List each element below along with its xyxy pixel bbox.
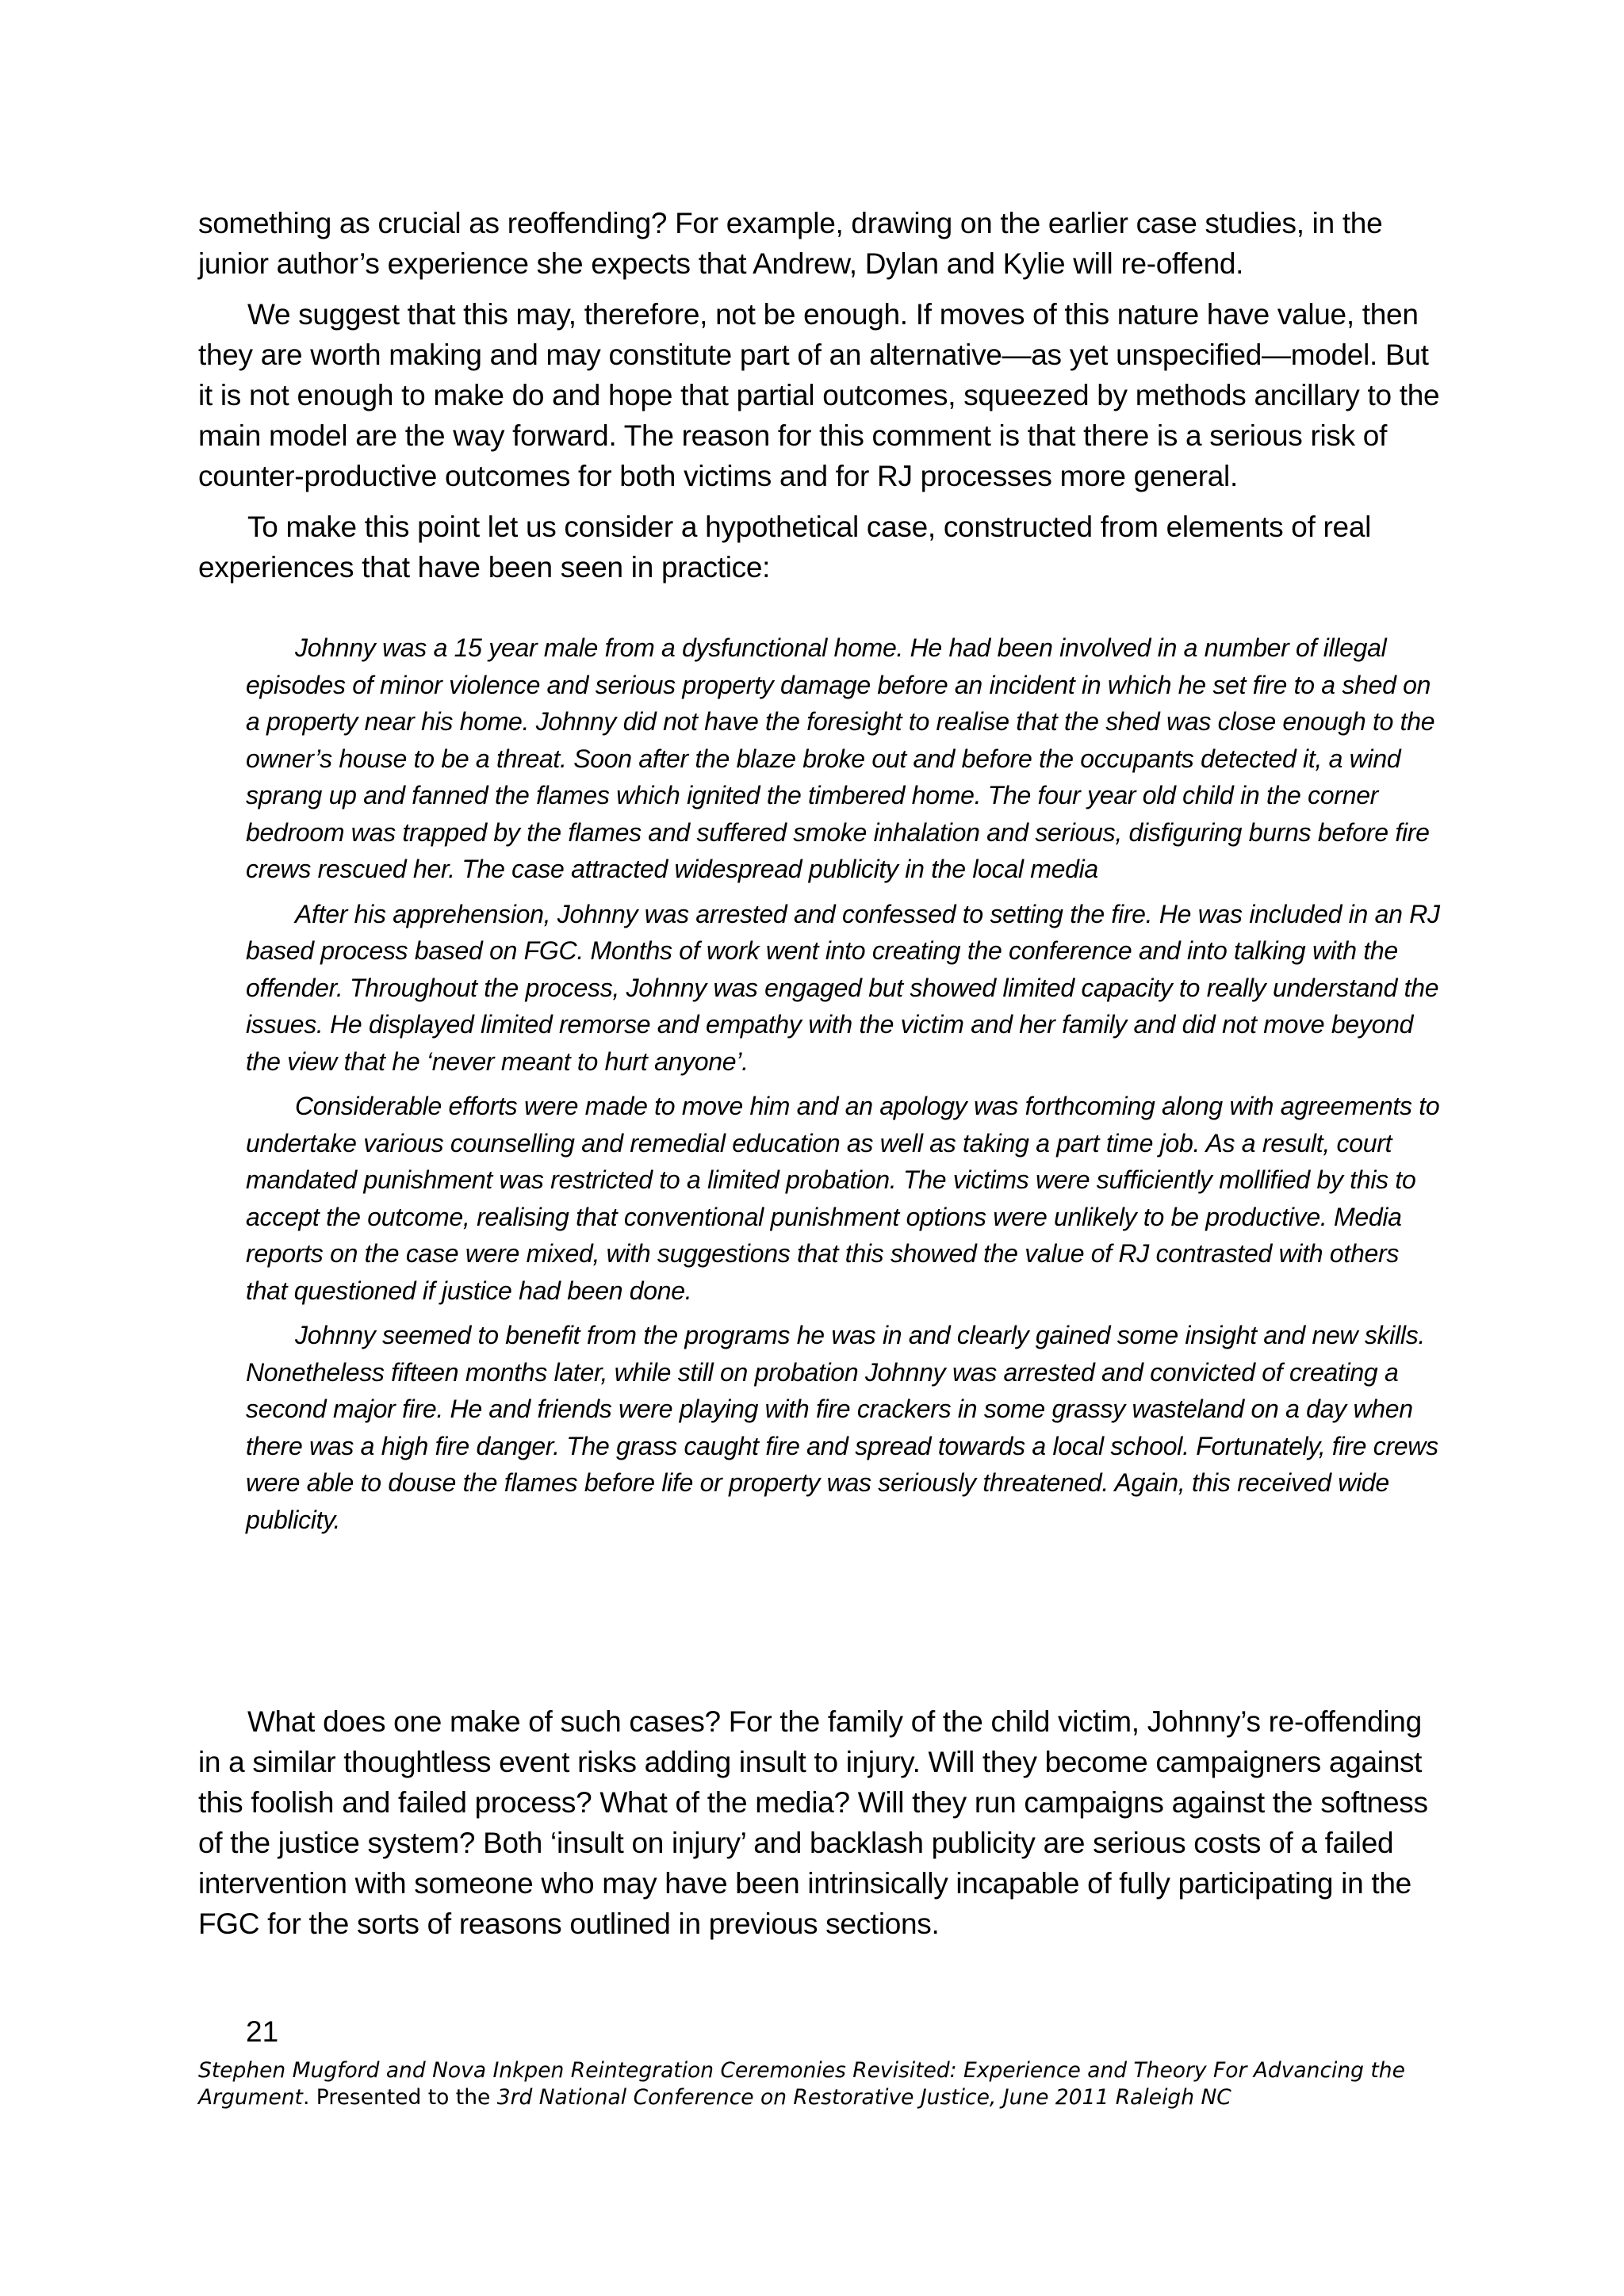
citation-title: Stephen Mugford and Nova Inkpen Reintegration Ceremonies Revisited: Experience and Theory For Advancing the Argument bbox=[198, 2058, 1405, 2110]
quote-paragraph: Johnny seemed to benefit from the programs he was in and clearly gained some insight and new skills. Nonetheless fifteen months later, while still on probation Johnny was arrested and convicted of creating a second major fire. He and friends were playing with fire crackers in some grassy wasteland on a day when there was a high fire danger. The grass caught fire and spread towards a local school. Fortunately, fire crews were able to douse the flames before life or property was seriously threatened. Again, this received wide publicity. bbox=[246, 1321, 1438, 1534]
paragraph: something as crucial as reoffending? For example, drawing on the earlier case studies, in the junior author’s experience she expects that Andrew, Dylan and Kylie will re-offend. bbox=[198, 207, 1383, 280]
page-number: 21 bbox=[246, 2015, 279, 2048]
quote-paragraph: After his apprehension, Johnny was arrested and confessed to setting the fire. He was included in an RJ based process based on FGC. Months of work went into creating the conference and into talking with the offender. Throughout the process, Johnny was engaged but showed limited capacity to really understand the issues. He displayed limited remorse and empathy with the victim and her family and did not move beyond the view that he ‘never meant to hurt anyone’. bbox=[246, 899, 1440, 1076]
body-text-top bbox=[198, 203, 1443, 587]
case-study-quote bbox=[246, 629, 1443, 1538]
citation-connector: . Presented to the bbox=[302, 2085, 497, 2110]
paragraph: What does one make of such cases? For the family of the child victim, Johnny’s re-offending in a similar thoughtless event risks adding insult to injury. Will they become campaigners against this foolish and failed process? What of the media? Will they run campaigns against the softness of the justice system? Both ‘insult on injury’ and backlash publicity are serious costs of a failed intervention with someone who may have been intrinsically incapable of fully participating in the FGC for the sorts of reasons outlined in previous sections. bbox=[198, 1705, 1428, 1940]
citation-conference: 3rd National Conference on Restorative Justice, June 2011 Raleigh NC bbox=[496, 2085, 1231, 2110]
quote-paragraph: Johnny was a 15 year male from a dysfunctional home. He had been involved in a number of illegal episodes of minor violence and serious property damage before an incident in which he set fire to a shed on a property near his home. Johnny did not have the foresight to realise that the shed was close enough to the owner’s house to be a threat. Soon after the blaze broke out and before the occupants detected it, a wind sprang up and fanned the flames which ignited the timbered home. The four year old child in the corner bedroom was trapped by the flames and suffered smoke inhalation and serious, disfiguring burns before fire crews rescued her. The case attracted widespread publicity in the local media bbox=[246, 633, 1435, 883]
paragraph: To make this point let us consider a hypothetical case, constructed from elements of real experiences that have been seen in practice: bbox=[198, 511, 1372, 584]
paragraph: We suggest that this may, therefore, not be enough. If moves of this nature have value, then they are worth making and may constitute part of an alternative—as yet unspecified—model. But it is not enough to make do and hope that partial outcomes, squeezed by methods ancillary to the main model are the way forward. The reason for this comment is that there is a serious risk of counter-productive outcomes for both victims and for RJ processes more general. bbox=[198, 298, 1440, 492]
quote-paragraph: Considerable efforts were made to move him and an apology was forthcoming along with agreements to undertake various counselling and remedial education as well as taking a part time job. As a result, court mandated punishment was restricted to a limited probation. The victims were sufficiently mollified by this to accept the outcome, realising that conventional punishment options were unlikely to be productive. Media reports on the case were mixed, with suggestions that this showed the value of RJ contrasted with others that questioned if justice had been done. bbox=[246, 1092, 1440, 1305]
footer-citation bbox=[198, 2057, 1451, 2111]
body-text-bottom bbox=[198, 1701, 1443, 1944]
